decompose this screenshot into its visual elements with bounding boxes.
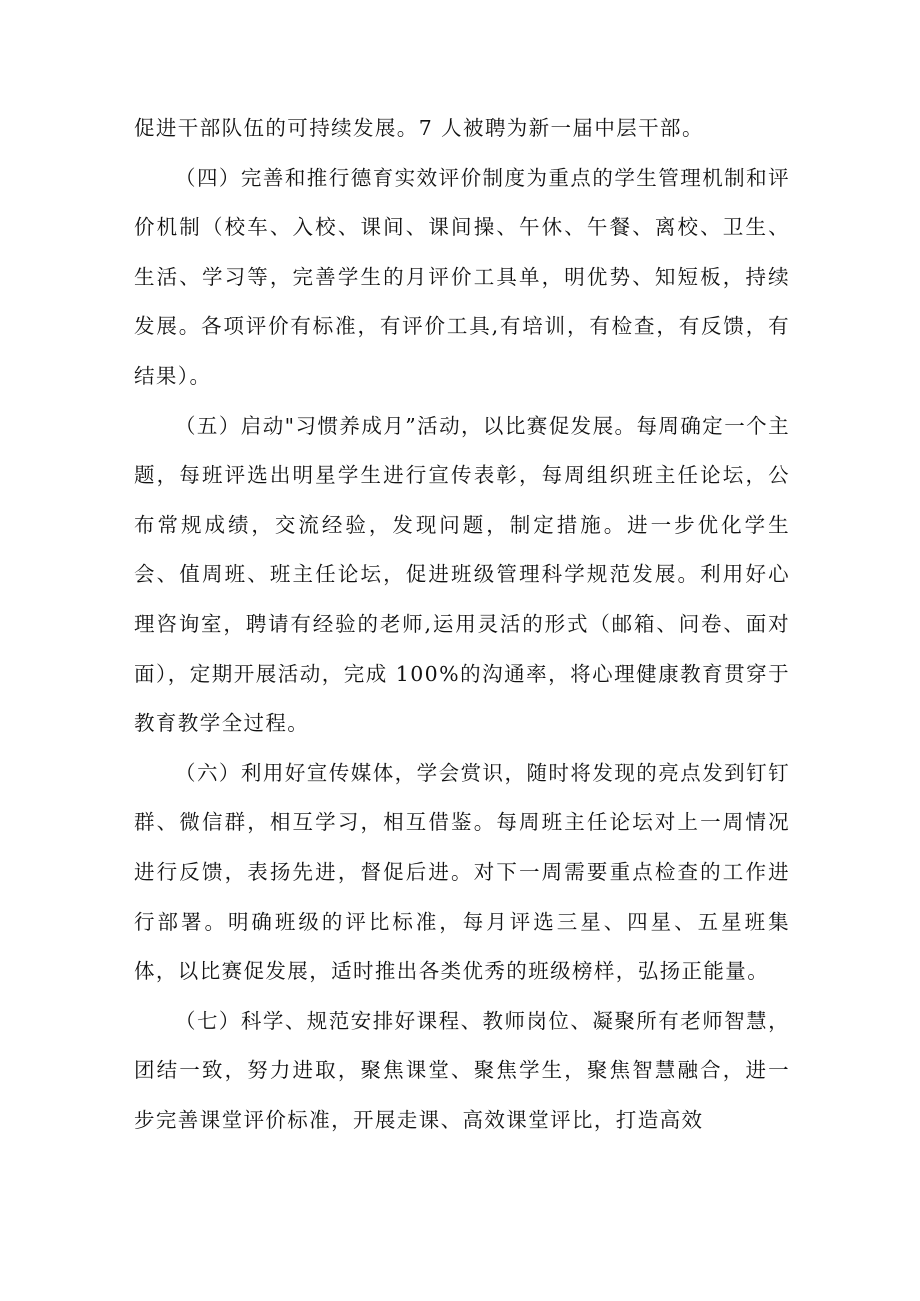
paragraph-section-5: （五）启动"习惯养成月”活动，以比赛促发展。每周确定一个主题，每班评选出明星学生进行宣传表彰，每周组织班主任论坛，公布常规成绩，交流经验，发现问题，制定措施。进一步优化学生会、值周班、班主任论坛，促进班级管理科学规范发展。利用好心理咨询室，聘请有经验的老师,运用灵活的形式（邮箱、问卷、面对面），定期开展活动，完成 100%的沟通率，将心理健康教育贯穿于教育教学全过程。 — [134, 413, 790, 736]
paragraph-section-7: （七）科学、规范安排好课程、教师岗位、凝聚所有老师智慧，团结一致，努力进取，聚焦课堂、聚焦学生，聚焦智慧融合，进一步完善课堂评价标准，开展走课、高效课堂评比，打造高效 — [134, 1008, 790, 1132]
paragraph-section-6: （六）利用好宣传媒体，学会赏识，随时将发现的亮点发到钉钉群、微信群，相互学习，相互借鉴。每周班主任论坛对上一周情况进行反馈，表扬先进，督促后进。对下一周需要重点检查的工作进行部署。明确班级的评比标准，每月评选三星、四星、五星班集体，以比赛促发展，适时推出各类优秀的班级榜样，弘扬正能量。 — [134, 760, 790, 984]
paragraph-continuation: 促进干部队伍的可持续发展。7 人被聘为新一届中层干部。 — [134, 116, 704, 140]
paragraph-section-4: （四）完善和推行德育实效评价制度为重点的学生管理机制和评价机制（校车、入校、课间、课间操、午休、午餐、离校、卫生、生活、学习等，完善学生的月评价工具单，明优势、知短板，持续发展。各项评价有标准，有评价工具,有培训，有检查，有反馈，有结果）。 — [134, 165, 790, 388]
document-body — [134, 104, 790, 1145]
